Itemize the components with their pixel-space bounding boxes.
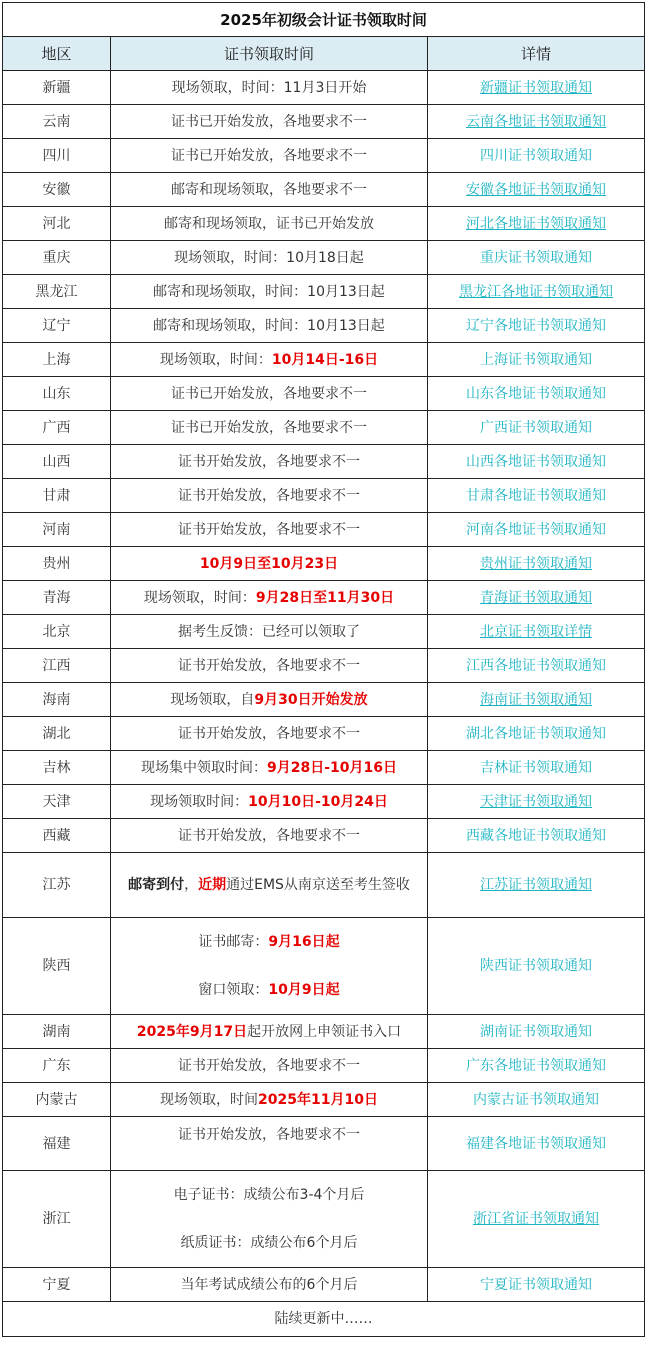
details-link[interactable]: 北京证书领取详情	[480, 623, 593, 640]
details-cell	[428, 411, 645, 445]
region-cell: 上海	[3, 343, 111, 377]
highlight-text: 近期	[198, 877, 227, 893]
table-row	[3, 785, 645, 819]
time-text: 证书开始发放，各地要求不一	[178, 827, 360, 844]
time-line	[115, 484, 423, 508]
time-line	[115, 688, 423, 712]
details-link[interactable]: 海南证书领取通知	[480, 691, 593, 708]
time-text: 电子证书：成绩公布3-4个月后	[173, 1187, 365, 1203]
table-row	[3, 649, 645, 683]
details-cell	[428, 683, 645, 717]
region-cell: 西藏	[3, 819, 111, 853]
details-cell	[428, 513, 645, 547]
time-text: 通过EMS从南京送至考生签收	[226, 877, 410, 893]
time-line	[115, 212, 423, 236]
details-cell	[428, 275, 645, 309]
time-text: 证书开始发放，各地要求不一	[178, 453, 360, 470]
time-text: ，	[184, 877, 199, 893]
time-text: 当年考试成绩公布的6个月后	[180, 1276, 358, 1293]
time-cell	[111, 1117, 428, 1171]
time-line	[115, 416, 423, 440]
details-cell	[428, 445, 645, 479]
details-link[interactable]: 陕西证书领取通知	[480, 958, 593, 974]
table-row	[3, 547, 645, 581]
highlight-text: 10月10日-10月24日	[248, 793, 388, 810]
region-cell: 安徽	[3, 173, 111, 207]
details-cell	[428, 479, 645, 513]
details-link[interactable]: 贵州证书领取通知	[480, 555, 593, 572]
region-cell: 天津	[3, 785, 111, 819]
details-link[interactable]: 甘肃各地证书领取通知	[466, 487, 607, 504]
highlight-text: 2025年11月10日	[258, 1091, 378, 1108]
details-link[interactable]: 广东各地证书领取通知	[466, 1057, 607, 1074]
region-cell: 江苏	[3, 853, 111, 918]
details-link[interactable]: 天津证书领取通知	[480, 793, 593, 810]
time-line	[115, 552, 423, 576]
time-line	[115, 348, 423, 372]
table-row	[3, 445, 645, 479]
time-text: 证书开始发放，各地要求不一	[178, 657, 360, 674]
highlight-text: 10月14日-16日	[271, 351, 379, 368]
time-text: 证书开始发放，各地要求不一	[178, 1127, 360, 1143]
time-cell	[111, 275, 428, 309]
time-line	[115, 110, 423, 134]
time-line	[115, 280, 423, 304]
details-cell	[428, 207, 645, 241]
details-cell	[428, 581, 645, 615]
time-line	[115, 824, 423, 848]
footer-row	[3, 1302, 645, 1337]
region-cell: 黑龙江	[3, 275, 111, 309]
time-line	[115, 144, 423, 168]
table-title: 2025年初级会计证书领取时间	[3, 3, 645, 37]
time-cell	[111, 615, 428, 649]
details-cell	[428, 649, 645, 683]
details-link[interactable]: 黑龙江各地证书领取通知	[459, 283, 614, 300]
details-link[interactable]: 河北各地证书领取通知	[466, 215, 607, 232]
time-line	[115, 873, 423, 897]
table-row	[3, 853, 645, 918]
time-cell	[111, 581, 428, 615]
time-text: 现场领取，自	[170, 691, 255, 708]
region-cell: 青海	[3, 581, 111, 615]
time-text: 现场领取，时间：	[159, 351, 272, 368]
highlight-text: 9月28日至11月30日	[255, 589, 395, 606]
region-cell: 河北	[3, 207, 111, 241]
time-line	[115, 1231, 423, 1255]
time-text: 邮寄到付	[128, 877, 185, 893]
details-cell	[428, 173, 645, 207]
details-link[interactable]: 广西证书领取通知	[480, 419, 593, 436]
time-cell	[111, 918, 428, 1015]
details-cell	[428, 1268, 645, 1302]
details-cell	[428, 71, 645, 105]
table-row	[3, 918, 645, 1015]
time-line	[115, 930, 423, 954]
region-cell: 山东	[3, 377, 111, 411]
details-link[interactable]: 宁夏证书领取通知	[480, 1276, 593, 1293]
table-row	[3, 275, 645, 309]
region-cell: 陕西	[3, 918, 111, 1015]
highlight-text: 9月30日开始发放	[254, 691, 368, 708]
time-text: 现场领取，时间：10月18日起	[174, 249, 364, 266]
details-cell	[428, 853, 645, 918]
time-text: 证书已开始发放，各地要求不一	[171, 385, 367, 402]
time-cell	[111, 1268, 428, 1302]
time-text: 证书开始发放，各地要求不一	[178, 725, 360, 742]
region-cell: 新疆	[3, 71, 111, 105]
time-line	[115, 722, 423, 746]
table-row	[3, 173, 645, 207]
region-cell: 贵州	[3, 547, 111, 581]
details-link[interactable]: 湖南证书领取通知	[480, 1023, 593, 1040]
details-cell	[428, 1171, 645, 1268]
time-text: 起开放网上申领证书入口	[247, 1023, 402, 1040]
time-line	[115, 1123, 423, 1147]
details-cell	[428, 105, 645, 139]
time-cell	[111, 1015, 428, 1049]
table-row	[3, 207, 645, 241]
details-cell	[428, 1049, 645, 1083]
time-line	[115, 1088, 423, 1112]
table-row	[3, 717, 645, 751]
time-line	[115, 518, 423, 542]
details-cell	[428, 343, 645, 377]
time-text: 现场领取，时间：	[143, 589, 256, 606]
region-cell: 云南	[3, 105, 111, 139]
details-cell	[428, 309, 645, 343]
details-cell	[428, 918, 645, 1015]
region-cell: 山西	[3, 445, 111, 479]
time-line	[115, 1183, 423, 1207]
time-line	[115, 1020, 423, 1044]
details-link[interactable]: 内蒙古证书领取通知	[473, 1091, 600, 1108]
details-cell	[428, 1117, 645, 1171]
details-link[interactable]: 云南各地证书领取通知	[466, 113, 607, 130]
details-link[interactable]: 浙江省证书领取通知	[473, 1211, 600, 1227]
table-row	[3, 1083, 645, 1117]
time-cell	[111, 411, 428, 445]
header-time: 证书领取时间	[111, 37, 428, 71]
details-cell	[428, 751, 645, 785]
region-cell: 广东	[3, 1049, 111, 1083]
time-line	[115, 382, 423, 406]
table-row	[3, 139, 645, 173]
time-text: 现场集中领取时间：	[141, 759, 267, 776]
details-cell	[428, 717, 645, 751]
time-text: 现场领取，时间	[160, 1091, 259, 1108]
time-text: 窗口领取：	[198, 982, 269, 998]
time-cell	[111, 1171, 428, 1268]
time-cell	[111, 819, 428, 853]
time-text: 证书已开始发放，各地要求不一	[171, 147, 367, 164]
details-cell	[428, 1083, 645, 1117]
highlight-text: 9月16日起	[268, 934, 340, 950]
details-link[interactable]: 吉林证书领取通知	[480, 759, 593, 776]
table-row	[3, 683, 645, 717]
details-link[interactable]: 青海证书领取通知	[480, 589, 593, 606]
time-line	[115, 586, 423, 610]
details-cell	[428, 785, 645, 819]
table-row	[3, 513, 645, 547]
region-cell: 广西	[3, 411, 111, 445]
details-link[interactable]: 新疆证书领取通知	[480, 79, 593, 96]
region-cell: 内蒙古	[3, 1083, 111, 1117]
time-cell	[111, 513, 428, 547]
table-row	[3, 615, 645, 649]
certificate-table	[2, 2, 645, 1337]
highlight-text: 9月28日-10月16日	[267, 759, 397, 776]
region-cell: 江西	[3, 649, 111, 683]
region-cell: 辽宁	[3, 309, 111, 343]
details-link[interactable]: 辽宁各地证书领取通知	[466, 317, 607, 334]
time-line	[115, 654, 423, 678]
details-link[interactable]: 山东各地证书领取通知	[466, 385, 607, 402]
time-cell	[111, 751, 428, 785]
time-line	[115, 790, 423, 814]
details-cell	[428, 615, 645, 649]
table-row	[3, 479, 645, 513]
time-cell	[111, 717, 428, 751]
region-cell: 福建	[3, 1117, 111, 1171]
table-row	[3, 819, 645, 853]
time-cell	[111, 853, 428, 918]
details-cell	[428, 547, 645, 581]
time-cell	[111, 1049, 428, 1083]
time-line	[115, 1273, 423, 1297]
table-row	[3, 309, 645, 343]
table-row	[3, 1117, 645, 1171]
time-text: 邮寄和现场领取，时间：10月13日起	[153, 283, 385, 300]
details-link[interactable]: 河南各地证书领取通知	[466, 521, 607, 538]
details-link[interactable]: 上海证书领取通知	[480, 351, 593, 368]
details-cell	[428, 377, 645, 411]
footer-note: 陆续更新中……	[3, 1302, 645, 1337]
time-line	[115, 76, 423, 100]
time-text: 证书邮寄：	[198, 934, 269, 950]
time-text: 邮寄和现场领取，时间：10月13日起	[153, 317, 385, 334]
region-cell: 甘肃	[3, 479, 111, 513]
time-text: 邮寄和现场领取，各地要求不一	[171, 181, 367, 198]
time-cell	[111, 71, 428, 105]
highlight-text: 2025年9月17日	[136, 1023, 248, 1040]
table-row	[3, 581, 645, 615]
time-cell	[111, 343, 428, 377]
table-row	[3, 241, 645, 275]
region-cell: 四川	[3, 139, 111, 173]
time-text: 现场领取时间：	[150, 793, 249, 810]
details-cell	[428, 1015, 645, 1049]
details-cell	[428, 819, 645, 853]
time-cell	[111, 785, 428, 819]
time-line	[115, 178, 423, 202]
time-cell	[111, 173, 428, 207]
time-cell	[111, 207, 428, 241]
details-link[interactable]: 山西各地证书领取通知	[466, 453, 607, 470]
table-row	[3, 105, 645, 139]
time-cell	[111, 479, 428, 513]
table-row	[3, 751, 645, 785]
table-row	[3, 1015, 645, 1049]
region-cell: 河南	[3, 513, 111, 547]
time-cell	[111, 139, 428, 173]
time-line	[115, 756, 423, 780]
details-link[interactable]: 重庆证书领取通知	[480, 249, 593, 266]
time-cell	[111, 377, 428, 411]
time-line	[115, 1054, 423, 1078]
details-link[interactable]: 江苏证书领取通知	[480, 877, 593, 893]
table-row	[3, 71, 645, 105]
table-row	[3, 1268, 645, 1302]
time-cell	[111, 105, 428, 139]
region-cell: 北京	[3, 615, 111, 649]
highlight-text: 10月9日起	[268, 982, 340, 998]
table-row	[3, 411, 645, 445]
table-row	[3, 1049, 645, 1083]
header-region: 地区	[3, 37, 111, 71]
time-cell	[111, 683, 428, 717]
region-cell: 吉林	[3, 751, 111, 785]
time-text: 据考生反馈：已经可以领取了	[178, 623, 360, 640]
time-text: 证书已开始发放，各地要求不一	[171, 419, 367, 436]
region-cell: 浙江	[3, 1171, 111, 1268]
time-line	[115, 314, 423, 338]
time-line	[115, 978, 423, 1002]
region-cell: 湖南	[3, 1015, 111, 1049]
details-cell	[428, 139, 645, 173]
region-cell: 海南	[3, 683, 111, 717]
time-line	[115, 450, 423, 474]
table-row	[3, 1171, 645, 1268]
details-link[interactable]: 湖北各地证书领取通知	[466, 725, 607, 742]
header-details: 详情	[428, 37, 645, 71]
time-line	[115, 246, 423, 270]
time-cell	[111, 309, 428, 343]
region-cell: 宁夏	[3, 1268, 111, 1302]
table-row	[3, 343, 645, 377]
time-cell	[111, 445, 428, 479]
details-cell	[428, 241, 645, 275]
time-cell	[111, 241, 428, 275]
table-row	[3, 377, 645, 411]
details-link[interactable]: 西藏各地证书领取通知	[466, 827, 607, 844]
details-link[interactable]: 安徽各地证书领取通知	[466, 181, 607, 198]
time-cell	[111, 547, 428, 581]
time-text: 邮寄和现场领取，证书已开始发放	[164, 215, 374, 232]
region-cell: 重庆	[3, 241, 111, 275]
time-text: 证书开始发放，各地要求不一	[178, 487, 360, 504]
time-text: 证书开始发放，各地要求不一	[178, 521, 360, 538]
time-cell	[111, 1083, 428, 1117]
time-text: 现场领取，时间：11月3日开始	[171, 79, 367, 96]
time-text: 证书开始发放，各地要求不一	[178, 1057, 360, 1074]
highlight-text: 10月9日至10月23日	[199, 555, 339, 572]
region-cell: 湖北	[3, 717, 111, 751]
time-text: 证书已开始发放，各地要求不一	[171, 113, 367, 130]
time-cell	[111, 649, 428, 683]
details-link[interactable]: 福建各地证书领取通知	[466, 1135, 607, 1152]
time-text: 纸质证书：成绩公布6个月后	[180, 1235, 358, 1251]
details-link[interactable]: 四川证书领取通知	[480, 147, 593, 164]
details-link[interactable]: 江西各地证书领取通知	[466, 657, 607, 674]
time-line	[115, 620, 423, 644]
